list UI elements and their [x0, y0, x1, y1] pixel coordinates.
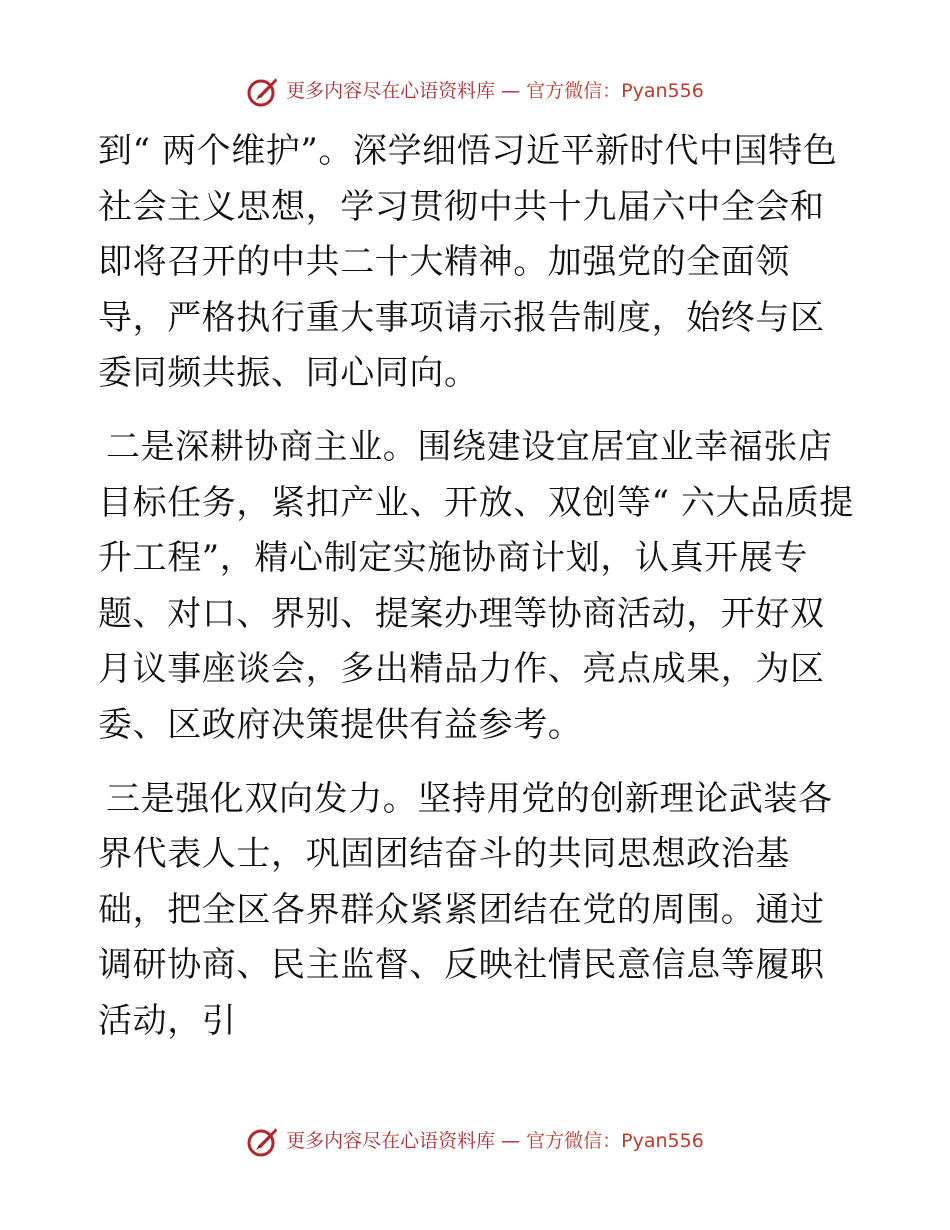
banner-separator: — — [501, 79, 521, 102]
paragraph-1: 到“ 两个维护”。深学细悟习近平新时代中国特色社会主义思想，学习贯彻中共十九届六中全会和即将召开的中共二十大精神。加强党的全面领导，严格执行重大事项请示报告制度，始终与区委同频共振、同心同向。 — [98, 131, 838, 394]
header-banner — [0, 74, 950, 108]
footer-banner — [0, 1124, 950, 1158]
paragraph-3: 三是强化双向发力。坚持用党的创新理论武装各界代表人士，巩固团结奋斗的共同思想政治基础，把全区各界群众紧紧团结在党的周围。通过调研协商、民主监督、反映社情民意信息等履职活动，引 — [98, 778, 833, 1041]
banner-brand: 更多内容尽在心语资料库 — [286, 79, 496, 102]
quill-pen-circle-icon — [246, 1124, 280, 1158]
quill-pen-circle-icon — [246, 74, 280, 108]
banner-wechat: 官方微信：Pyan556 — [526, 1129, 704, 1152]
banner-separator: — — [501, 1129, 521, 1152]
banner-wechat: 官方微信：Pyan556 — [526, 79, 704, 102]
banner-brand: 更多内容尽在心语资料库 — [286, 1129, 496, 1152]
document-body — [98, 124, 858, 1050]
paragraph-2: 二是深耕协商主业。围绕建设宜居宜业幸福张店目标任务，紧扣产业、开放、双创等“ 六大品质提升工程”，精心制定实施协商计划，认真开展专题、对口、界别、提案办理等协商活动，开好双月议事座谈会，多出精品力作、亮点成果，为区委、区政府决策提供有益参考。 — [98, 426, 854, 745]
